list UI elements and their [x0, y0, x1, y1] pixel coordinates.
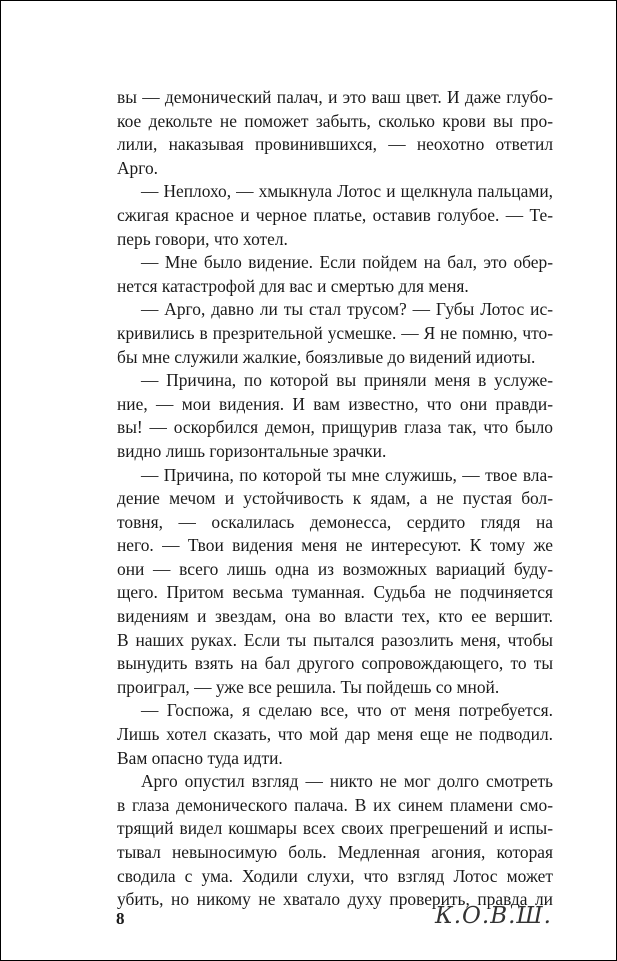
text-line: трящий видел кошмары всех своих прегрешений и испы-: [117, 818, 553, 839]
text-line: они — всего лишь одна из возможных вариаций буду-: [117, 558, 553, 579]
text-line: ние, — мои видения. И вам известно, что они правди-: [117, 393, 553, 414]
text-line: бы мне служили жалкие, боязливые до видений идиоты.: [117, 346, 536, 367]
text-line: Лишь хотел сказать, что мой дар меня еще не подводил.: [117, 724, 553, 745]
text-line: вынудить взять на бал другого сопровождающего, то ты: [117, 653, 553, 674]
text-line: нется катастрофой для вас и смертью для меня.: [117, 275, 469, 296]
text-line: В наших руках. Если ты пытался разозлить меня, чтобы: [117, 629, 553, 650]
page-number: 8: [116, 909, 125, 928]
text-line: сжигая красное и черное платье, оставив голубое. — Те-: [117, 204, 553, 225]
paragraph: [117, 180, 553, 251]
text-line: убить, но никому не хватало духу проверить, правда ли: [117, 889, 553, 910]
text-line: тывал невыносимую боль. Медленная агония, которая: [117, 842, 553, 862]
text-line: кое декольте не поможет забыть, сколько крови вы про-: [117, 110, 553, 131]
text-line: сводила с ума. Ходили слухи, что взгляд Лотос может: [117, 865, 553, 886]
text-line: — Мне было видение. Если пойдем на бал, это обер-: [141, 252, 553, 273]
series-mark: К.О.В.Ш.: [434, 903, 552, 929]
paragraph: [117, 86, 553, 180]
text-line: Арго опустил взгляд — никто не мог долго смотреть: [141, 771, 553, 792]
paragraph: [117, 699, 553, 770]
text-line: кривились в презрительной усмешке. — Я не помню, что-: [117, 322, 553, 343]
text-line: Вам опасно туда идти.: [117, 747, 283, 768]
paragraph: [117, 770, 553, 912]
text-line: — Арго, давно ли ты стал трусом? — Губы Лотос ис-: [141, 299, 553, 320]
body-text: [117, 86, 553, 912]
text-line: проиграл, — уже все решила. Ты пойдешь со мной.: [117, 676, 500, 697]
text-line: дение мечом и устойчивость к ядам, а не пустая бол-: [117, 488, 553, 509]
text-line: него. — Твои видения меня не интересуют. К тому же: [117, 535, 553, 556]
text-line: лили, наказывая провинившихся, — неохотно ответил: [117, 134, 553, 155]
paragraph: [117, 464, 553, 700]
text-line: — Причина, по которой ты мне служишь, — твое вла-: [141, 464, 553, 485]
text-line: вы! — оскорбился демон, прищурив глаза так, что было: [117, 417, 553, 438]
text-line: вы — демонический палач, и это ваш цвет. И даже глубо-: [117, 87, 553, 107]
paragraph: [117, 251, 553, 298]
paragraph: [117, 369, 553, 463]
text-line: щего. Притом весьма туманная. Судьба не подчиняется: [117, 582, 553, 603]
text-line: — Неплохо, — хмыкнула Лотос и щелкнула пальцами,: [141, 181, 553, 202]
text-line: в глаза демонического палача. В их синем пламени смо-: [117, 794, 553, 815]
text-line: Арго.: [117, 157, 158, 178]
paragraph: [117, 298, 553, 369]
text-line: — Причина, по которой вы приняли меня в услуже-: [141, 370, 553, 391]
text-line: товня, — оскалилась демонесса, сердито глядя на: [117, 511, 553, 532]
text-line: видно лишь горизонтальные зрачки.: [117, 440, 387, 461]
text-line: — Госпожа, я сделаю все, что от меня потребуется.: [141, 700, 553, 721]
text-line: перь говори, что хотел.: [117, 228, 288, 249]
text-line: видениям и звездам, она во власти тех, кто ее вершит.: [117, 606, 553, 627]
